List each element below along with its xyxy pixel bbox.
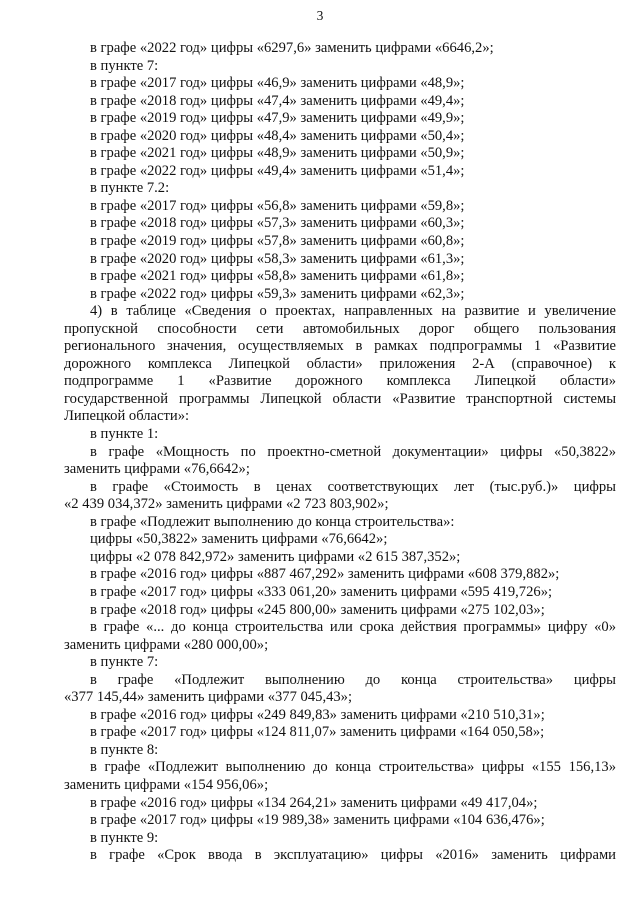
text-line: в графе «2022 год» цифры «49,4» заменить цифрами «51,4»; bbox=[90, 162, 465, 179]
text-line: в графе «2017 год» цифры «56,8» заменить цифрами «59,8»; bbox=[90, 197, 465, 214]
page-number: 3 bbox=[316, 8, 324, 23]
text-line: в графе «2021 год» цифры «48,9» заменить цифрами «50,9»; bbox=[90, 145, 465, 162]
text-line: в графе «Стоимость в ценах соответствующих лет (тыс.руб.)» цифры bbox=[90, 478, 616, 495]
text-line: в графе «Подлежит выполнению до конца строительства»: bbox=[90, 513, 455, 530]
text-line: в пункте 1: bbox=[90, 426, 159, 443]
text-line: «377 145,44» заменить цифрами «377 045,43»; bbox=[64, 689, 353, 706]
text-line: в графе «Мощность по проектно-сметной документации» цифры «50,3822» bbox=[90, 443, 616, 460]
text-line: в графе «2017 год» цифры «19 989,38» заменить цифрами «104 636,476»; bbox=[90, 812, 545, 829]
text-line: в графе «... до конца строительства или срока действия программы» цифру «0» bbox=[90, 619, 616, 636]
text-line: в графе «2016 год» цифры «249 849,83» заменить цифрами «210 510,31»; bbox=[90, 706, 545, 723]
text-line: подпрограмме 1 «Развитие дорожного комплекса Липецкой области» bbox=[64, 373, 616, 390]
text-line: в графе «2020 год» цифры «58,3» заменить цифрами «61,3»; bbox=[90, 250, 465, 267]
text-line: цифры «2 078 842,972» заменить цифрами «2 615 387,352»; bbox=[90, 548, 461, 565]
text-line: в графе «2022 год» цифры «59,3» заменить цифрами «62,3»; bbox=[90, 285, 465, 302]
text-line: государственной программы Липецкой области «Развитие транспортной системы bbox=[64, 390, 616, 407]
text-line: в графе «2017 год» цифры «333 061,20» заменить цифрами «595 419,726»; bbox=[90, 583, 553, 600]
text-line: в графе «Срок ввода в эксплуатацию» цифры «2016» заменить цифрами bbox=[90, 847, 616, 864]
text-line: заменить цифрами «76,6642»; bbox=[64, 461, 250, 478]
text-line: в графе «2021 год» цифры «58,8» заменить цифрами «61,8»; bbox=[90, 268, 465, 285]
text-line: в графе «2020 год» цифры «48,4» заменить цифрами «50,4»; bbox=[90, 127, 465, 144]
text-line: цифры «50,3822» заменить цифрами «76,6642»; bbox=[90, 531, 388, 548]
text-line: 4) в таблице «Сведения о проектах, направленных на развитие и увеличение bbox=[90, 303, 616, 320]
text-line: заменить цифрами «154 956,06»; bbox=[64, 776, 269, 793]
text-line: в пункте 7.2: bbox=[90, 180, 170, 197]
text-line: в пункте 9: bbox=[90, 829, 159, 846]
text-line: пропускной способности сети автомобильных дорог общего пользования bbox=[64, 320, 616, 337]
text-line: в графе «2018 год» цифры «57,3» заменить цифрами «60,3»; bbox=[90, 215, 465, 232]
text-line: в графе «2019 год» цифры «47,9» заменить цифрами «49,9»; bbox=[90, 110, 465, 127]
text-line: в графе «2017 год» цифры «46,9» заменить цифрами «48,9»; bbox=[90, 75, 465, 92]
text-line: в пункте 8: bbox=[90, 741, 159, 758]
text-line: в графе «2018 год» цифры «245 800,00» заменить цифрами «275 102,03»; bbox=[90, 601, 545, 618]
document-body bbox=[64, 40, 616, 865]
text-line: в графе «Подлежит выполнению до конца строительства» цифры bbox=[90, 671, 616, 688]
text-line: заменить цифрами «280 000,00»; bbox=[64, 636, 269, 653]
text-line: регионального значения, осуществляемых в рамках подпрограммы 1 «Развитие bbox=[64, 338, 616, 355]
text-line: в графе «Подлежит выполнению до конца строительства» цифры «155 156,13» bbox=[90, 759, 616, 776]
text-line: в графе «2017 год» цифры «124 811,07» заменить цифрами «164 050,58»; bbox=[90, 724, 545, 741]
text-line: в пункте 7: bbox=[90, 57, 159, 74]
text-line: дорожного комплекса Липецкой области» приложения 2-А (справочное) к bbox=[64, 355, 616, 372]
text-line: в графе «2019 год» цифры «57,8» заменить цифрами «60,8»; bbox=[90, 233, 465, 250]
text-line: в графе «2016 год» цифры «134 264,21» заменить цифрами «49 417,04»; bbox=[90, 794, 538, 811]
text-line: Липецкой области»: bbox=[64, 408, 190, 425]
text-line: в графе «2016 год» цифры «887 467,292» заменить цифрами «608 379,882»; bbox=[90, 566, 560, 583]
text-line: в графе «2018 год» цифры «47,4» заменить цифрами «49,4»; bbox=[90, 92, 465, 109]
text-line: в пункте 7: bbox=[90, 654, 159, 671]
text-line: в графе «2022 год» цифры «6297,6» заменить цифрами «6646,2»; bbox=[90, 40, 494, 56]
text-line: «2 439 034,372» заменить цифрами «2 723 803,902»; bbox=[64, 496, 389, 513]
